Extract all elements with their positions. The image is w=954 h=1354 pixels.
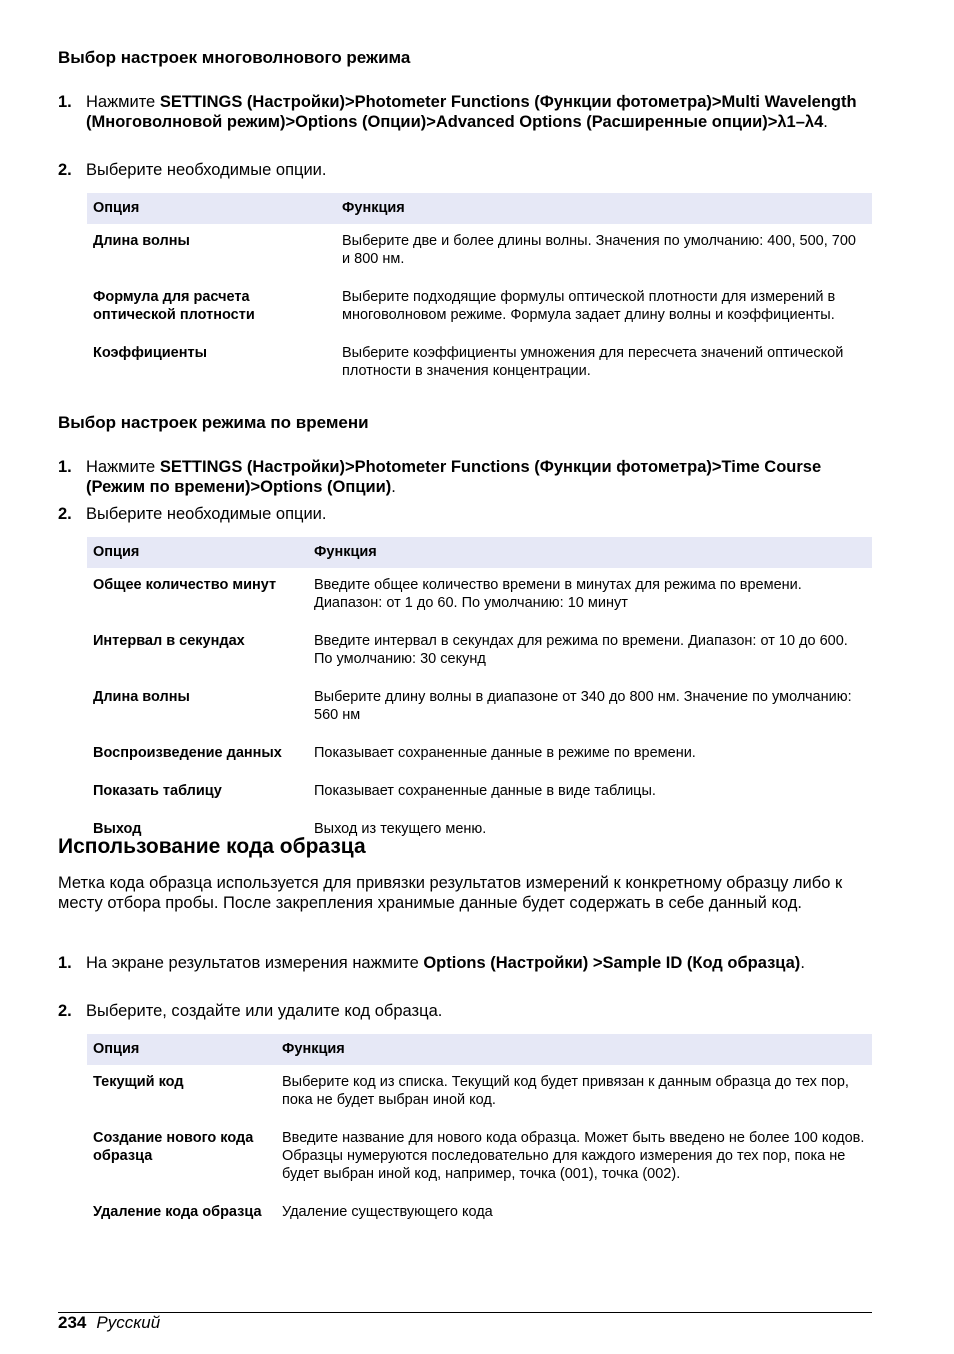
option-name: Общее количество минут xyxy=(93,577,277,593)
option-description: Выберите длину волны в диапазоне от 340 до 800 нм. Значение по умолчанию: 560 нм xyxy=(314,689,852,723)
table-header-row xyxy=(87,537,872,568)
step-1 xyxy=(58,92,858,132)
option-description: Введите общее количество времени в минутах для режима по времени. Диапазон: от 1 до 60. По умолчанию: 10 минут xyxy=(314,577,802,611)
page-footer xyxy=(58,1313,160,1333)
options-table-time-course xyxy=(87,537,872,844)
step-text-end: . xyxy=(800,954,805,972)
option-name: Длина волны xyxy=(93,233,190,249)
option-description: Показывает сохраненные данные в виде таблицы. xyxy=(314,783,656,799)
table-row xyxy=(87,1065,872,1115)
table-row xyxy=(87,674,872,730)
option-description: Выберите две и более длины волны. Значения по умолчанию: 400, 500, 700 и 800 нм. xyxy=(342,233,856,267)
option-name: Текущий код xyxy=(93,1074,184,1090)
option-description: Удаление существующего кода xyxy=(282,1204,493,1220)
step-text-plain: На экране результатов измерения нажмите xyxy=(86,954,424,972)
option-description: Введите интервал в секундах для режима по времени. Диапазон: от 10 до 600. По умолчанию: 30 секунд xyxy=(314,633,848,667)
section-heading-multiwavelength: Выбор настроек многоволнового режима xyxy=(58,48,411,67)
option-description: Выберите подходящие формулы оптической плотности для измерений в многоволновом режиме. Формула задает длину волны и коэффициенты. xyxy=(342,289,836,323)
table-row xyxy=(87,730,872,768)
column-header-option: Опция xyxy=(87,537,308,568)
option-name: Длина волны xyxy=(93,689,190,705)
step-1 xyxy=(58,457,858,497)
table-row xyxy=(87,330,872,386)
option-name: Коэффициенты xyxy=(93,345,207,361)
option-name: Выход xyxy=(93,821,142,837)
option-name: Интервал в секундах xyxy=(93,633,245,649)
column-header-function: Функция xyxy=(276,1034,872,1065)
options-table-multiwavelength xyxy=(87,193,872,386)
step-1 xyxy=(58,953,858,973)
step-text: Выберите, создайте или удалите код образца. xyxy=(86,1002,443,1020)
table-row xyxy=(87,1115,872,1189)
footer-language: Русский xyxy=(96,1313,161,1332)
option-name: Показать таблицу xyxy=(93,783,222,799)
option-description: Выберите код из списка. Текущий код будет привязан к данным образца до тех пор, пока не будет выбран иной код. xyxy=(282,1074,849,1108)
step-text-end: . xyxy=(391,478,396,496)
table-row xyxy=(87,1189,872,1227)
step-number: 2. xyxy=(58,161,72,179)
option-description: Показывает сохраненные данные в режиме по времени. xyxy=(314,745,696,761)
column-header-function: Функция xyxy=(336,193,872,224)
step-number: 2. xyxy=(58,1002,72,1020)
step-text xyxy=(86,953,858,973)
table-row xyxy=(87,568,872,618)
step-text xyxy=(86,457,858,497)
table-header-row xyxy=(87,1034,872,1065)
step-number: 1. xyxy=(58,954,72,972)
option-description: Выберите коэффициенты умножения для пересчета значений оптической плотности в значения концентрации. xyxy=(342,345,844,379)
column-header-option: Опция xyxy=(87,1034,276,1065)
option-name: Удаление кода образца xyxy=(93,1204,262,1220)
step-text-plain: Нажмите xyxy=(86,93,160,111)
step-number: 2. xyxy=(58,505,72,523)
step-2 xyxy=(58,1001,858,1021)
table-row xyxy=(87,618,872,674)
table-header-row xyxy=(87,193,872,224)
step-text: Выберите необходимые опции. xyxy=(86,505,327,523)
step-number: 1. xyxy=(58,458,72,476)
column-header-function: Функция xyxy=(308,537,872,568)
menu-path: Options (Настройки) >Sample ID (Код образца) xyxy=(423,954,801,972)
footer-divider xyxy=(58,1312,872,1313)
section-title-sample-id: Использование кода образца xyxy=(58,835,366,858)
table-row xyxy=(87,224,872,274)
step-number: 1. xyxy=(58,93,72,111)
intro-paragraph: Метка кода образца используется для привязки результатов измерений к конкретному образцу либо к месту отбора пробы. После закрепления хранимые данные будет содержать в себе данный код. xyxy=(58,874,843,912)
section-heading-time-course: Выбор настроек режима по времени xyxy=(58,413,369,432)
menu-path: SETTINGS (Настройки)>Photometer Functions (Функции фотометра)>Multi Wavelength (Многоволновой режим)>Options (Опции)>Advanced Options (Расширенные опции)>λ1–λ4 xyxy=(86,93,857,131)
option-name: Формула для расчета оптической плотности xyxy=(93,289,255,323)
step-text: Выберите необходимые опции. xyxy=(86,161,327,179)
option-description: Выход из текущего меню. xyxy=(314,821,487,837)
options-table-sample-id xyxy=(87,1034,872,1227)
step-2 xyxy=(58,160,858,180)
menu-path: SETTINGS (Настройки)>Photometer Functions (Функции фотометра)>Time Course (Режим по времени)>Options (Опции) xyxy=(86,458,822,496)
option-name: Создание нового кода образца xyxy=(93,1130,254,1164)
table-row xyxy=(87,274,872,330)
table-row xyxy=(87,768,872,806)
step-text-end: . xyxy=(823,113,828,131)
page-number: 234 xyxy=(58,1313,87,1332)
option-description: Введите название для нового кода образца. Может быть введено не более 100 кодов. Образцы нумеруются последовательно для каждого измерения до тех пор, пока не будет выбран иной код, например, точка (001), точка (002). xyxy=(282,1130,865,1182)
column-header-option: Опция xyxy=(87,193,336,224)
option-name: Воспроизведение данных xyxy=(93,745,282,761)
step-2 xyxy=(58,504,858,524)
step-text xyxy=(86,92,858,132)
step-text-plain: Нажмите xyxy=(86,458,160,476)
